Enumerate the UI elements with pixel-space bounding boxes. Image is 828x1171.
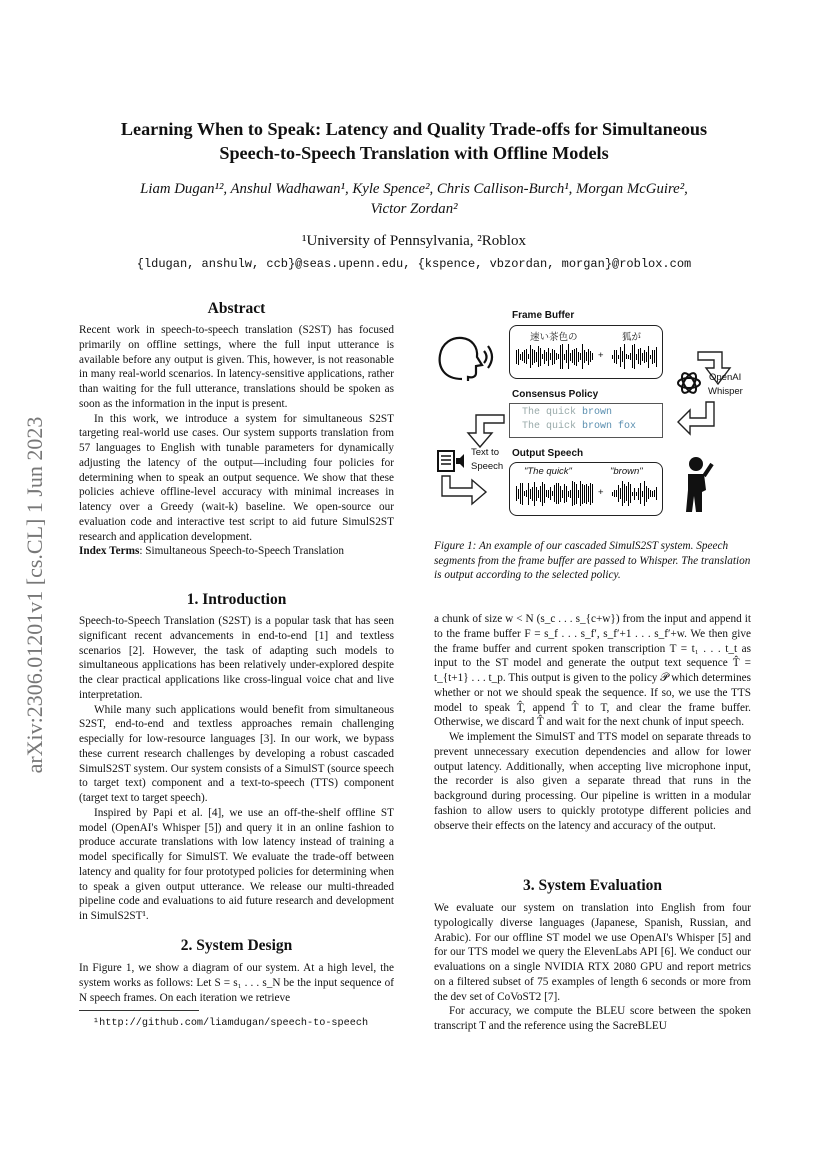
waveform-bar (612, 492, 613, 496)
waveform-bar (616, 490, 617, 497)
waveform-bar (542, 354, 543, 359)
intro-heading: 1. Introduction (186, 591, 287, 608)
waveform-bar (520, 483, 521, 504)
consensus-line-1-match: brown (582, 407, 613, 418)
waveform-bar (574, 349, 575, 365)
waveform-bar (558, 483, 559, 504)
waveform-bar (568, 344, 569, 369)
waveform-bar (628, 482, 629, 506)
consensus-line-1-prefix: The quick (522, 407, 583, 418)
waveform-bar (616, 350, 617, 364)
waveform-bar (518, 349, 519, 365)
tts-label-1: Text to (471, 447, 499, 458)
waveform-bar (560, 345, 561, 369)
author-list (90, 180, 738, 219)
waveform-bar (540, 348, 541, 366)
waveform-bar (536, 487, 537, 501)
waveform-bar (520, 354, 521, 360)
waveform-bar (626, 354, 627, 359)
waveform-bar (576, 348, 577, 366)
waveform-bar (544, 484, 545, 503)
right-paragraph-2: We implement the SimulST and TTS model on separate threads to prevent unnecessary execution dependencies and allow for lower output latency. Additionally, when accepting live microphone input, the recorder is also given a separate thread that runs in the background during processing. Our pipeline is written in a modular fashion to allow users to quickly prototype different policies and observe their effects on the latency and accuracy of the output. (434, 731, 751, 832)
waveform-bar (592, 353, 593, 360)
waveform-bar (562, 490, 563, 498)
openai-label: OpenAI (709, 372, 742, 383)
waveform-bar (622, 351, 623, 362)
waveform-bar (578, 352, 579, 362)
waveform-bar (518, 489, 519, 499)
waveform-bar (646, 352, 647, 362)
waveform-bar (550, 487, 551, 500)
waveform-bar (652, 350, 653, 364)
output-speech-label: Output Speech (512, 448, 584, 459)
waveform-bar (634, 488, 635, 500)
waveform-bar (582, 344, 583, 369)
waveform-bar (546, 352, 547, 361)
listening-person-icon (678, 456, 718, 516)
waveform-bar (612, 355, 613, 359)
waveform-bar (584, 485, 585, 503)
waveform-bar (614, 490, 615, 497)
design-heading: 2. System Design (180, 937, 293, 954)
waveform-bar (642, 353, 643, 361)
waveform-bar (586, 484, 587, 504)
waveform-bar (516, 350, 517, 364)
abstract-heading: Abstract (207, 300, 266, 317)
waveform-bar (624, 344, 625, 369)
waveform-bar (542, 482, 543, 506)
waveform-bar (534, 350, 535, 363)
waveform-bar (540, 486, 541, 502)
tts-label-2: Speech (471, 461, 504, 472)
right-body (434, 612, 751, 833)
waveform-bar (556, 353, 557, 360)
evaluation-heading: 3. System Evaluation (522, 877, 663, 894)
waveform-bar (570, 353, 571, 361)
waveform-bar (580, 353, 581, 360)
waveform-bar (556, 483, 557, 504)
consensus-line-2-match: brown fox (582, 421, 637, 432)
author-emails: {ldugan, anshulw, ccb}@seas.upenn.edu, {kspence, vbzordan, morgan}@roblox.com (136, 257, 692, 271)
plus-sign: + (598, 350, 604, 361)
waveform-bar (588, 349, 589, 365)
waveform-bar (644, 350, 645, 363)
speaking-head-icon (434, 333, 496, 385)
consensus-policy-box (509, 403, 663, 438)
output-speech-box (509, 462, 663, 516)
waveform-bar (566, 350, 567, 363)
evaluation-body (434, 901, 751, 1034)
waveform-bar (530, 489, 531, 499)
waveform-bar (648, 346, 649, 368)
waveform-bar (624, 484, 625, 503)
waveform-bar (578, 490, 579, 498)
waveform-bar (548, 348, 549, 366)
waveform-bar (582, 484, 583, 504)
waveform-bar (576, 484, 577, 504)
evaluation-paragraph-2: For accuracy, we compute the BLEU score between the spoken transcript T and the reference using the SacreBLEU (434, 1005, 751, 1032)
waveform-1 (516, 344, 594, 372)
abstract-body (79, 323, 394, 559)
waveform-bar (650, 490, 651, 497)
waveform-bar (654, 490, 655, 497)
consensus-line-2 (522, 421, 636, 432)
intro-paragraph-2: While many such applications would benefit from simultaneous S2ST, end-to-end and textless approaches remain challenging especially for low-resource languages [3]. In our work, we bypass these current research challenges by developing a robust cascaded SimulS2ST system. Our system consists of a SimulST (source speech to target text) component and a text-to-speech (TTS) component (target text to target speech). (79, 703, 394, 804)
waveform-bar (550, 353, 551, 360)
abstract-paragraph-2: In this work, we introduce a system for simultaneous S2ST targeting real-world use cases. Our system supports translation from 57 languages to English with tunable parameters for dynamically adjusting the latency of the output—including four policies for determining when to speak an output sequence. We show that these policies achieve offline-level accuracy with minimal increases in latency over a Greedy (wait-k) baseline. We open-source our evaluation code and interactive test script to aid future SimulS2ST research and application development. (79, 412, 394, 543)
waveform-bar (630, 484, 631, 503)
waveform-bar (584, 350, 585, 363)
waveform-bar (590, 483, 591, 505)
waveform-bar (526, 349, 527, 364)
plus-sign-2: + (598, 487, 604, 498)
waveform-bar (552, 491, 553, 496)
waveform-4 (612, 481, 658, 509)
frame-buffer-label: Frame Buffer (512, 310, 575, 321)
intro-paragraph-3: Inspired by Papi et al. [4], we use an off-the-shelf offline ST model (OpenAI's Whisper [5]) and query it in an online fashion to produce accurate translations with low latency instead of training a model specifically for SimulST. We evaluate the trade-off between latency and quality for four prototyped policies for determining when to speak a given output utterance. We release our multi-threaded pipeline code and evaluations to aid future research and development in SimulS2ST¹. (79, 806, 394, 922)
waveform-bar (628, 355, 629, 359)
affiliations: ¹University of Pennsylvania, ²Roblox (302, 233, 526, 249)
arrow-to-output-icon (438, 474, 492, 510)
intro-body (79, 614, 394, 924)
waveform-bar (588, 486, 589, 502)
waveform-bar (564, 484, 565, 503)
waveform-bar (548, 490, 549, 498)
waveform-bar (656, 487, 657, 500)
waveform-bar (516, 486, 517, 501)
arxiv-side-label: arXiv:2306.01201v1 [cs.CL] 1 Jun 2023 (22, 416, 47, 774)
waveform-bar (626, 486, 627, 501)
authors-line-2: Victor Zordan² (370, 200, 458, 217)
waveform-bar (532, 487, 533, 501)
waveform-bar (634, 344, 635, 369)
waveform-bar (564, 354, 565, 360)
waveform-bar (592, 484, 593, 503)
waveform-bar (640, 483, 641, 504)
waveform-bar (642, 491, 643, 497)
waveform-bar (614, 350, 615, 363)
waveform-bar (560, 486, 561, 502)
waveform-bar (656, 347, 657, 367)
waveform-bar (562, 344, 563, 369)
authors-line-1: Liam Dugan¹², Anshul Wadhawan¹, Kyle Spence², Chris Callison-Burch¹, Morgan McGuire², (140, 181, 688, 197)
footnote-url[interactable]: ¹http://github.com/liamdugan/speech-to-speech (93, 1018, 369, 1029)
waveform-bar (572, 481, 573, 506)
waveform-bar (618, 355, 619, 359)
footnote-rule (79, 1010, 199, 1011)
waveform-bar (532, 349, 533, 365)
waveform-bar (538, 346, 539, 367)
waveform-bar (644, 481, 645, 506)
waveform-bar (522, 483, 523, 505)
waveform-bar (546, 490, 547, 497)
waveform-bar (554, 350, 555, 364)
waveform-bar (654, 350, 655, 363)
intro-paragraph-1: Speech-to-Speech Translation (S2ST) is a popular task that has seen significant recent advancements in end-to-end [1] and textless scenarios [2]. However, the task of adapting such models to simultaneous applications has been relatively under-explored despite the clear practical applications like cross-lingual voice chat and live interpretation. (79, 615, 394, 701)
openai-logo-icon (674, 368, 704, 398)
waveform-3 (516, 481, 594, 509)
figure-caption: Figure 1: An example of our cascaded SimulS2ST system. Speech segments from the frame buffer are passed to Whisper. The translation is output according to the selected policy. (434, 540, 751, 581)
figure-1 (434, 308, 751, 530)
waveform-bar (524, 491, 525, 496)
waveform-bar (534, 482, 535, 506)
frame-buffer-box (509, 325, 663, 379)
waveform-bar (638, 488, 639, 500)
waveform-bar (574, 482, 575, 505)
title-line-2: Speech-to-Speech Translation with Offline Models (219, 143, 609, 163)
waveform-bar (618, 485, 619, 502)
waveform-bar (554, 485, 555, 502)
waveform-bar (648, 488, 649, 499)
waveform-bar (528, 354, 529, 359)
waveform-bar (586, 352, 587, 361)
waveform-bar (620, 488, 621, 499)
waveform-bar (572, 350, 573, 363)
waveform-bar (620, 347, 621, 367)
waveform-bar (528, 483, 529, 505)
waveform-bar (536, 352, 537, 362)
waveform-bar (568, 491, 569, 497)
waveform-bar (590, 351, 591, 362)
waveform-bar (632, 345, 633, 368)
waveform-bar (558, 354, 559, 359)
index-terms-label: Index Terms (79, 545, 140, 558)
waveform-2 (612, 344, 658, 372)
consensus-line-1 (522, 407, 612, 418)
waveform-bar (630, 353, 631, 360)
arrow-to-consensus-icon (676, 400, 720, 438)
output-text-2: "brown" (610, 466, 643, 477)
waveform-bar (570, 490, 571, 498)
abstract-paragraph-1: Recent work in speech-to-speech translation (S2ST) has focused primarily on offline settings, where the full input utterance is available before any output is given. This, however, is not reasonable in many real-world scenarios. In latency-sensitive applications, rather than waiting for the full utterance, translations should be spoken as soon as the information in the input is present. (79, 324, 394, 410)
arrow-to-tts-icon (458, 411, 506, 449)
waveform-bar (652, 491, 653, 497)
jp-text-1: 速い茶色の (530, 332, 578, 343)
waveform-bar (524, 350, 525, 363)
waveform-bar (544, 350, 545, 364)
waveform-bar (646, 486, 647, 502)
right-paragraph-1: a chunk of size w < N (s_c . . . s_{c+w}) from the input and append it to the frame buffer F = s_f . . . s_f′, s_f′+1 . . . s_f′+w. We then give the frame buffer and current spoken transcription T = t₁ . . . t_t as input to the ST model and generate the output text sequence T̂ = t_{t+1} . . . t_p. This output is given to the policy 𝒫 which determines whether or not we should speak the sequence. If so, we use the TTS model to speak T̂, append T̂ to T, and clear the frame buffer. Otherwise, we discard T̂ and wait for the next chunk of input speech. (434, 613, 751, 729)
title-line-1: Learning When to Speak: Latency and Quality Trade-offs for Simultaneous (120, 119, 708, 139)
output-text-1: "The quick" (524, 466, 572, 477)
whisper-label: Whisper (708, 386, 743, 397)
design-body (79, 961, 394, 1005)
waveform-bar (632, 492, 633, 496)
waveform-bar (622, 481, 623, 506)
waveform-bar (530, 345, 531, 368)
paper-title (60, 117, 768, 165)
waveform-bar (580, 481, 581, 506)
jp-text-2: 狐が (622, 332, 642, 343)
index-terms (79, 544, 394, 559)
waveform-bar (636, 354, 637, 360)
waveform-bar (638, 349, 639, 364)
consensus-policy-label: Consensus Policy (512, 389, 599, 400)
waveform-bar (552, 349, 553, 365)
waveform-bar (650, 355, 651, 359)
waveform-bar (538, 490, 539, 498)
waveform-bar (640, 348, 641, 365)
waveform-bar (566, 486, 567, 502)
design-paragraph-1: In Figure 1, we show a diagram of our system. At a high level, the system works as follows: Let S = s₁ . . . s_N be the input sequence of N speech frames. On each iteration we retrieve (79, 962, 394, 1004)
waveform-bar (522, 352, 523, 361)
waveform-bar (526, 490, 527, 497)
consensus-line-2-prefix: The quick (522, 421, 583, 432)
evaluation-paragraph-1: We evaluate our system on translation into English from four typologically diverse languages (Japanese, Spanish, Russian, and Arabic). For our offline ST model we use OpenAI's Whisper [5] and for our TTS model we query the ElevenLabs API [6]. We conduct our evaluations on a single NVIDIA RTX 2080 GPU and report metrics on a filtered subset of 75 examples of length 6 seconds or more from the dev set of CoVoST2 [7]. (434, 902, 751, 1003)
index-terms-text: : Simultaneous Speech-to-Speech Translation (139, 545, 344, 558)
text-to-speech-icon (436, 448, 468, 476)
waveform-bar (636, 492, 637, 496)
